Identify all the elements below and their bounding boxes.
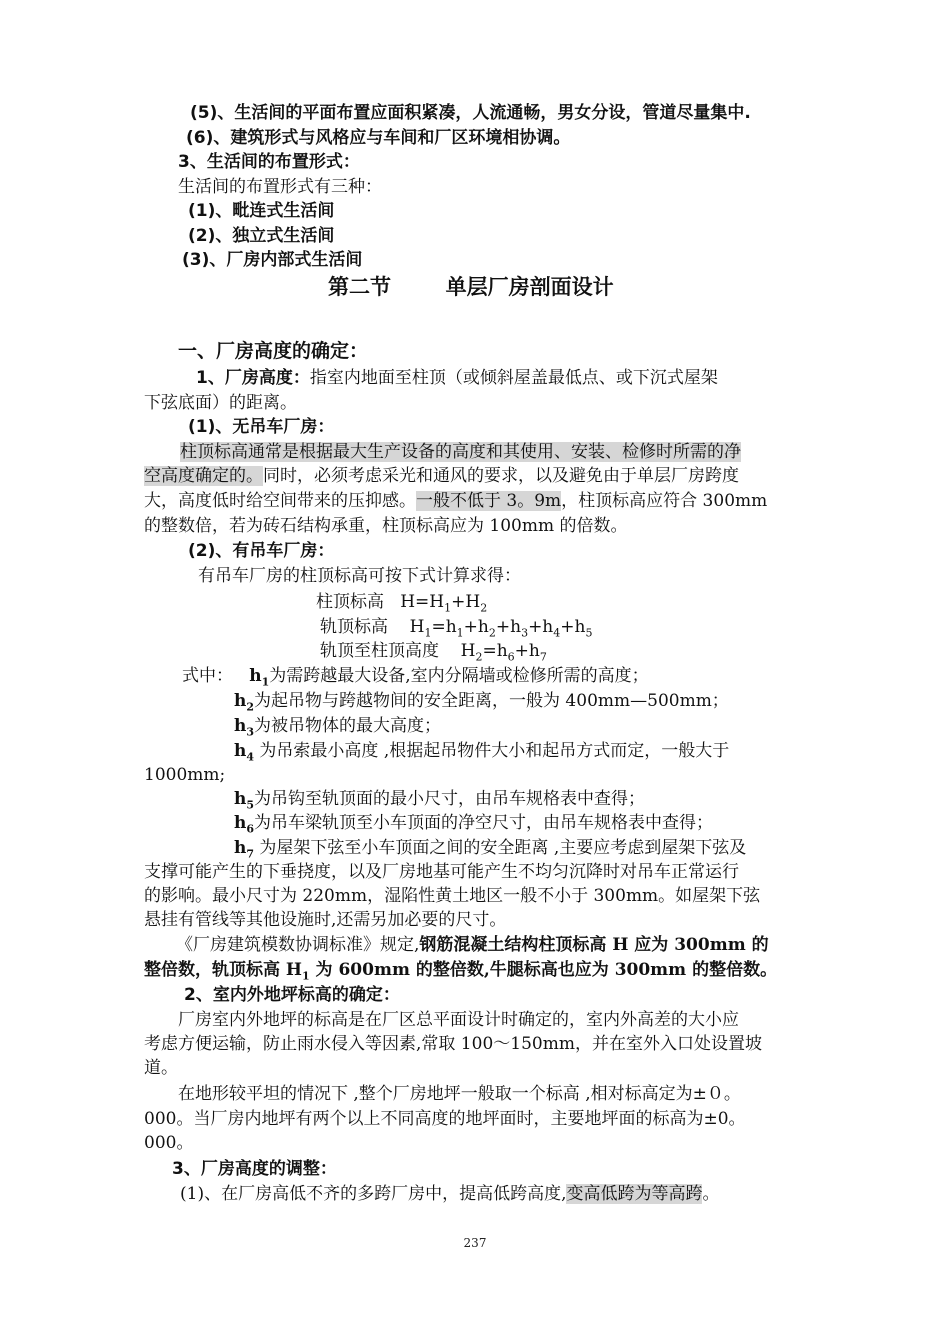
section-title bbox=[328, 271, 614, 301]
paragraph-no-crane-3: 大，高度低时给空间带来的压抑感。一般不低于 3。9m，柱顶标高应符合 300mm bbox=[144, 491, 768, 511]
paragraph-modulus-standard-cont: 整倍数，轨顶标高 $H_1$ 为 600mm 的整倍数,牛腿标高也应为 300mm 的整倍数。 bbox=[144, 960, 778, 983]
paragraph-layout-intro: 生活间的布置形式有三种： bbox=[178, 177, 382, 197]
definition-h7-cont-3: 悬挂有管线等其他设施时,还需另加必要的尺寸。 bbox=[144, 910, 507, 930]
formula-rail-top: 轨顶标高 $H_1=h_1+h_2+h_3+h_4+h_5$ bbox=[320, 617, 593, 640]
definition-h7: $h_7$ 为屋架下弦至小车顶面之间的安全距离 ,主要应考虑到屋架下弦及 bbox=[234, 838, 747, 861]
subheading-height-adjust: 3、厂房高度的调整： bbox=[172, 1159, 337, 1179]
definition-h5: $h_5$为吊钩至轨顶面的最小尺寸，由吊车规格表中查得； bbox=[234, 789, 646, 812]
paragraph-floor-2: 考虑方便运输，防止雨水侵入等因素,常取 100～150mm，并在室外入口处设置坡 bbox=[144, 1034, 762, 1054]
list-item-3: (3)、厂房内部式生活间 bbox=[182, 250, 363, 270]
subheading-floor-level: 2、室内外地坪标高的确定： bbox=[184, 985, 400, 1005]
paragraph-floor-6: 000。 bbox=[144, 1133, 194, 1153]
section-number: 第二节 bbox=[328, 275, 391, 299]
definition-h7-cont-1: 支撑可能产生的下垂挠度，以及厂房地基可能产生不均匀沉降时对吊车正常运行 bbox=[144, 862, 739, 882]
heading-height-determination: 一、厂房高度的确定： bbox=[178, 340, 369, 362]
paragraph-floor-3: 道。 bbox=[144, 1058, 178, 1078]
definition-h6: $h_6$为吊车梁轨顶至小车顶面的净空尺寸，由吊车规格表中查得； bbox=[234, 813, 714, 836]
definition-h3: $h_3$为被吊物体的最大高度； bbox=[234, 716, 442, 739]
paragraph-modulus-standard: 《厂房建筑模数协调标准》规定,钢筋混凝土结构柱顶标高 H 应为 300mm 的 bbox=[176, 935, 769, 955]
subheading-layout-forms: 3、生活间的布置形式： bbox=[178, 152, 360, 172]
paragraph-floor-5: 000。当厂房内地坪有两个以上不同高度的地坪面时，主要地坪面的标高为±0。 bbox=[144, 1109, 746, 1129]
page-number: 237 bbox=[463, 1236, 487, 1250]
paragraph-height-def: 1、厂房高度：指室内地面至柱顶（或倾斜屋盖最低点、或下沉式屋架 bbox=[196, 368, 718, 388]
definition-h2: $h_2$为起吊物与跨越物间的安全距离，一般为 400mm—500mm； bbox=[234, 691, 729, 714]
paragraph-height-def-cont: 下弦底面）的距离。 bbox=[144, 393, 297, 413]
line-item-6: (6)、建筑形式与风格应与车间和厂区环境相协调。 bbox=[186, 128, 571, 148]
subheading-no-crane: (1)、无吊车厂房： bbox=[188, 417, 335, 437]
definition-h4-cont: 1000mm; bbox=[144, 765, 226, 785]
formula-column-top: 柱顶标高 $H=H_1+H_2$ bbox=[316, 592, 488, 615]
definition-h4: $h_4$ 为吊索最小高度 ,根据起吊物件大小和起吊方式而定，一般大于 bbox=[234, 741, 730, 764]
formula-rail-to-column: 轨顶至柱顶高度 $H_2=h_6+h_7$ bbox=[320, 641, 547, 664]
line-item-5: (5)、生活间的平面布置应面积紧凑，人流通畅，男女分设，管道尽量集中. bbox=[190, 103, 751, 123]
paragraph-with-crane: 有吊车厂房的柱顶标高可按下式计算求得： bbox=[198, 566, 521, 586]
paragraph-height-adjust: (1)、在厂房高低不齐的多跨厂房中，提高低跨高度,变高低跨为等高跨。 bbox=[180, 1184, 720, 1204]
definition-h1: 式中： $h_1$为需跨越最大设备,室内分隔墙或检修所需的高度； bbox=[182, 666, 649, 689]
paragraph-floor-1: 厂房室内外地坪的标高是在厂区总平面设计时确定的，室内外高差的大小应 bbox=[178, 1010, 739, 1030]
subheading-with-crane: (2)、有吊车厂房： bbox=[188, 541, 335, 561]
paragraph-no-crane-2: 空高度确定的。同时，必须考虑采光和通风的要求，以及避免由于单层厂房跨度 bbox=[144, 466, 739, 486]
section-name: 单层厂房剖面设计 bbox=[445, 275, 614, 299]
paragraph-no-crane-1: 柱顶标高通常是根据最大生产设备的高度和其使用、安装、检修时所需的净 bbox=[180, 442, 741, 462]
paragraph-floor-4: 在地形较平坦的情况下 ,整个厂房地坪一般取一个标高 ,相对标高定为±０。 bbox=[178, 1084, 741, 1104]
list-item-2: (2)、独立式生活间 bbox=[188, 226, 335, 246]
definition-h7-cont-2: 的影响。最小尺寸为 220mm，湿陷性黄土地区一般不小于 300mm。如屋架下弦 bbox=[144, 886, 761, 906]
list-item-1: (1)、毗连式生活间 bbox=[188, 201, 335, 221]
paragraph-no-crane-4: 的整数倍，若为砖石结构承重，柱顶标高应为 100mm 的倍数。 bbox=[144, 516, 628, 536]
